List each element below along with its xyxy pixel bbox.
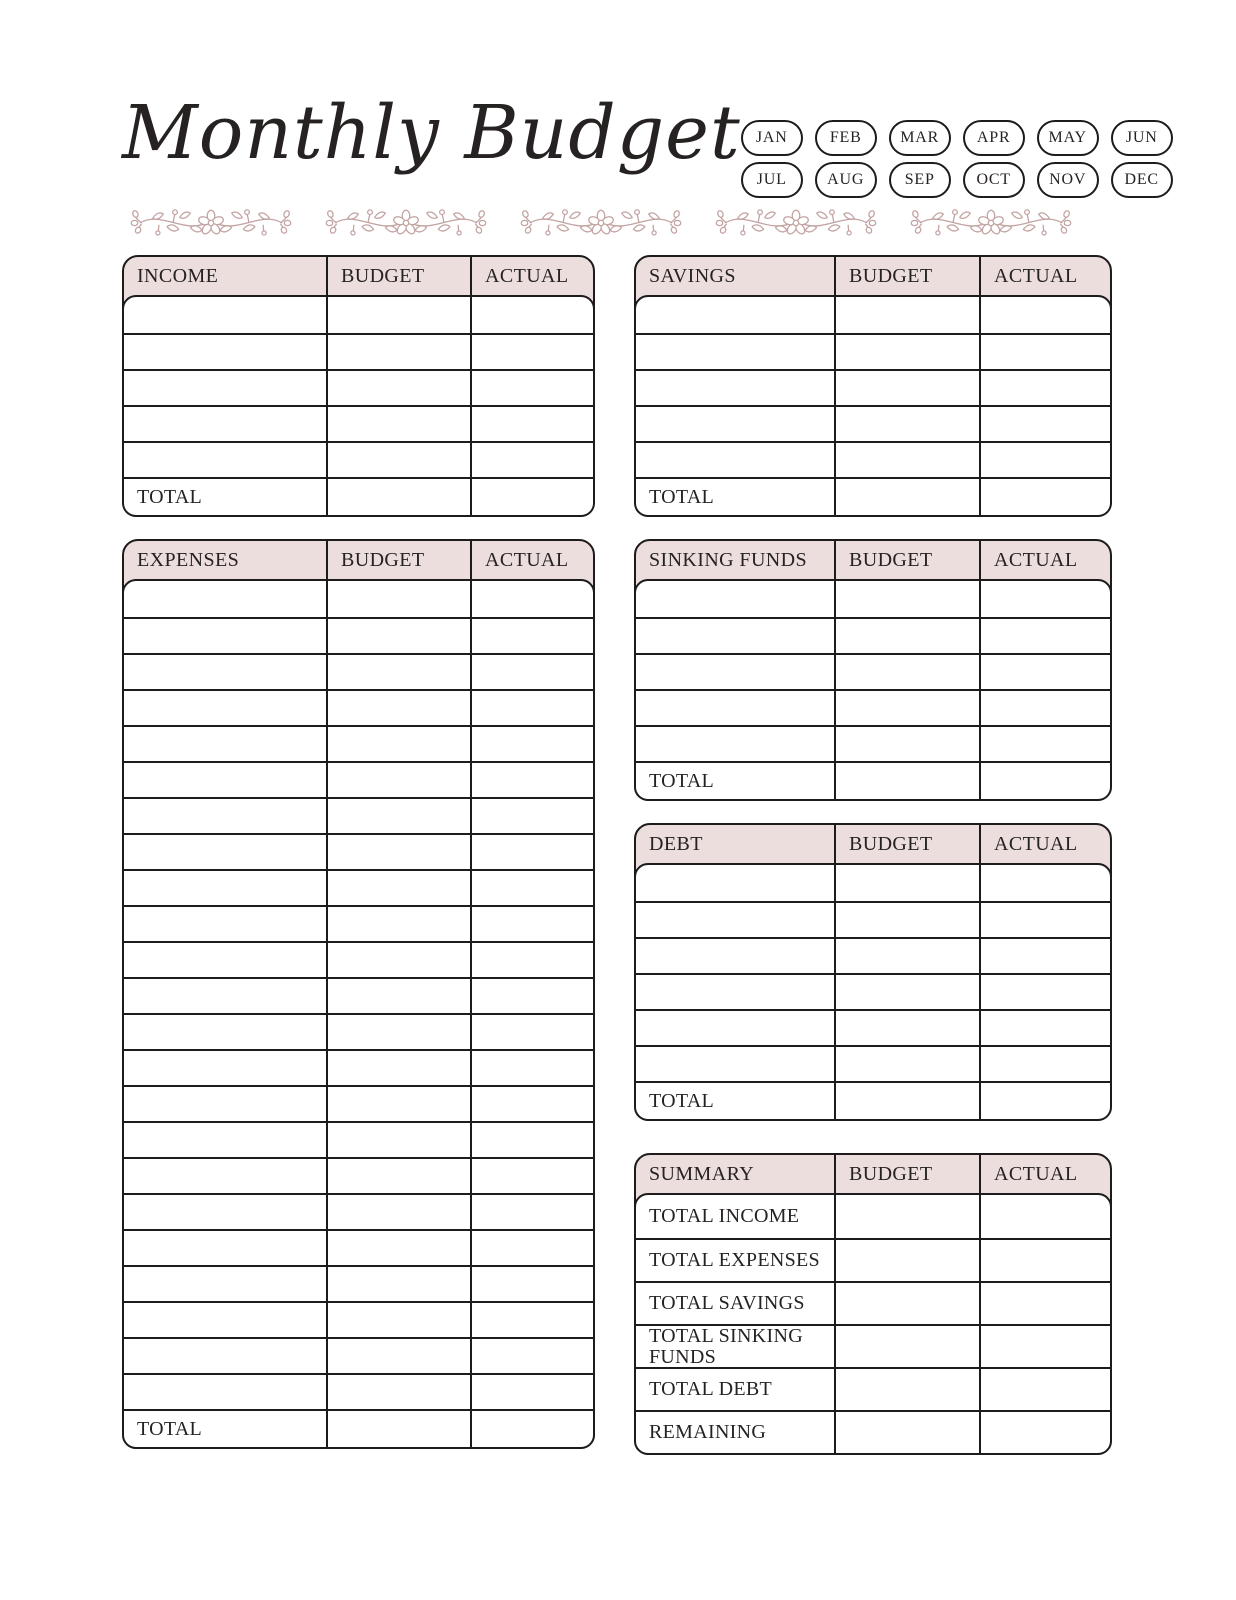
budget-cell[interactable] xyxy=(326,907,470,941)
table-row xyxy=(124,977,593,1013)
total-row xyxy=(636,477,1110,515)
actual-cell[interactable] xyxy=(470,1195,593,1229)
summary-row-label: TOTAL EXPENSES xyxy=(649,1249,820,1271)
actual-cell[interactable] xyxy=(979,619,1110,653)
budget-cell[interactable] xyxy=(326,1159,470,1193)
month-pill-oct[interactable]: OCT xyxy=(963,162,1025,198)
budget-cell[interactable] xyxy=(834,1047,979,1081)
budget-cell[interactable] xyxy=(326,871,470,905)
name-cell[interactable] xyxy=(124,943,326,977)
budget-cell[interactable] xyxy=(834,1240,979,1281)
name-cell[interactable] xyxy=(124,1231,326,1265)
actual-cell[interactable] xyxy=(470,763,593,797)
name-cell[interactable] xyxy=(124,1123,326,1157)
table-title-header: SUMMARY xyxy=(649,1162,755,1185)
budget-cell[interactable] xyxy=(326,581,470,617)
budget-cell[interactable] xyxy=(326,1375,470,1409)
name-cell[interactable] xyxy=(124,1375,326,1409)
table-row xyxy=(124,761,593,797)
table-row xyxy=(124,1193,593,1229)
actual-cell[interactable] xyxy=(470,581,593,617)
budget-cell[interactable] xyxy=(326,407,470,441)
total-label: TOTAL xyxy=(649,485,715,508)
total-row xyxy=(124,477,593,515)
actual-cell[interactable] xyxy=(979,443,1110,477)
actual-total-cell[interactable] xyxy=(979,1083,1110,1119)
table-row xyxy=(124,941,593,977)
left-column xyxy=(122,255,595,1455)
table-row xyxy=(636,441,1110,477)
name-cell[interactable] xyxy=(124,1303,326,1337)
name-cell[interactable] xyxy=(124,1195,326,1229)
table-row xyxy=(124,333,593,369)
month-pill-sep[interactable]: SEP xyxy=(889,162,951,198)
table-row xyxy=(124,405,593,441)
actual-cell[interactable] xyxy=(979,1369,1110,1410)
table-row xyxy=(124,1229,593,1265)
budget-cell[interactable] xyxy=(834,443,979,477)
summary-row-label: TOTAL DEBT xyxy=(649,1378,773,1400)
name-cell[interactable] xyxy=(124,1339,326,1373)
budget-total-cell[interactable] xyxy=(326,1411,470,1447)
table-row xyxy=(636,405,1110,441)
actual-cell[interactable] xyxy=(470,1267,593,1301)
budget-cell[interactable] xyxy=(326,1015,470,1049)
budget-cell[interactable] xyxy=(326,297,470,333)
actual-cell[interactable] xyxy=(979,1240,1110,1281)
table-header-row xyxy=(124,257,593,295)
table-body xyxy=(634,579,1112,801)
budget-cell[interactable] xyxy=(834,975,979,1009)
table-row xyxy=(636,1367,1110,1410)
table-title-header: SINKING FUNDS xyxy=(649,548,807,571)
table-row xyxy=(636,1238,1110,1281)
budget-cell[interactable] xyxy=(326,799,470,833)
total-label: TOTAL xyxy=(649,1089,715,1112)
floral-divider xyxy=(122,205,1080,241)
name-cell[interactable] xyxy=(636,1047,834,1081)
actual-cell[interactable] xyxy=(470,1087,593,1121)
table-body xyxy=(634,295,1112,517)
actual-cell[interactable] xyxy=(470,979,593,1013)
right-column xyxy=(634,255,1112,1455)
budget-cell[interactable] xyxy=(326,1303,470,1337)
table-row xyxy=(636,369,1110,405)
name-cell[interactable] xyxy=(124,335,326,369)
table-row xyxy=(124,441,593,477)
budget-cell[interactable] xyxy=(326,443,470,477)
actual-cell[interactable] xyxy=(979,727,1110,761)
budget-cell[interactable] xyxy=(326,835,470,869)
floral-vine-icon xyxy=(122,205,300,241)
table-row xyxy=(636,865,1110,901)
debt-table xyxy=(634,823,1112,1121)
table-row xyxy=(636,689,1110,725)
table-row xyxy=(124,1049,593,1085)
budget-cell[interactable] xyxy=(834,1412,979,1453)
budget-cell[interactable] xyxy=(834,1369,979,1410)
table-row xyxy=(124,1157,593,1193)
actual-total-cell[interactable] xyxy=(470,1411,593,1447)
name-cell[interactable] xyxy=(636,371,834,405)
table-row xyxy=(636,901,1110,937)
actual-cell[interactable] xyxy=(470,907,593,941)
total-row xyxy=(636,1081,1110,1119)
table-row xyxy=(636,1410,1110,1453)
actual-cell[interactable] xyxy=(470,1231,593,1265)
actual-cell[interactable] xyxy=(979,581,1110,617)
page-title: Monthly Budget xyxy=(122,90,741,176)
month-pill-dec[interactable]: DEC xyxy=(1111,162,1173,198)
name-cell[interactable] xyxy=(124,691,326,725)
name-cell[interactable] xyxy=(124,619,326,653)
table-row xyxy=(636,1195,1110,1238)
budget-cell[interactable] xyxy=(326,1339,470,1373)
actual-cell[interactable] xyxy=(470,1303,593,1337)
actual-cell[interactable] xyxy=(979,865,1110,901)
name-cell[interactable] xyxy=(124,655,326,689)
name-cell[interactable] xyxy=(636,655,834,689)
budget-cell[interactable] xyxy=(834,407,979,441)
budget-cell[interactable] xyxy=(834,727,979,761)
name-cell[interactable] xyxy=(124,871,326,905)
table-header-row xyxy=(636,541,1110,579)
actual-cell[interactable] xyxy=(979,939,1110,973)
page-header xyxy=(122,90,1159,203)
month-pill-apr[interactable]: APR xyxy=(963,120,1025,156)
summary-row-label: REMAINING xyxy=(649,1421,767,1443)
floral-vine-icon xyxy=(902,205,1080,241)
table-row xyxy=(124,617,593,653)
budget-cell[interactable] xyxy=(326,1267,470,1301)
name-cell[interactable] xyxy=(124,835,326,869)
budget-cell[interactable] xyxy=(834,581,979,617)
name-cell[interactable] xyxy=(636,975,834,1009)
budget-cell[interactable] xyxy=(326,1195,470,1229)
name-cell[interactable] xyxy=(124,1051,326,1085)
budget-cell[interactable] xyxy=(326,691,470,725)
actual-cell[interactable] xyxy=(470,1015,593,1049)
actual-cell[interactable] xyxy=(979,335,1110,369)
table-header-row xyxy=(124,541,593,579)
table-row xyxy=(124,1301,593,1337)
table-body xyxy=(122,295,595,517)
table-row xyxy=(636,1324,1110,1367)
name-cell[interactable] xyxy=(636,865,834,901)
actual-cell[interactable] xyxy=(470,871,593,905)
budget-cell[interactable] xyxy=(834,1283,979,1324)
actual-cell[interactable] xyxy=(470,835,593,869)
name-cell[interactable] xyxy=(636,619,834,653)
actual-cell[interactable] xyxy=(470,655,593,689)
actual-column-header: ACTUAL xyxy=(470,541,593,579)
name-cell[interactable] xyxy=(124,1015,326,1049)
actual-cell[interactable] xyxy=(470,1375,593,1409)
actual-cell[interactable] xyxy=(470,1339,593,1373)
actual-cell[interactable] xyxy=(979,1412,1110,1453)
month-pill-nov[interactable]: NOV xyxy=(1037,162,1099,198)
name-cell[interactable] xyxy=(636,407,834,441)
budget-column-header: BUDGET xyxy=(326,257,470,295)
table-row xyxy=(636,333,1110,369)
actual-cell[interactable] xyxy=(470,335,593,369)
table-row xyxy=(636,581,1110,617)
table-row xyxy=(124,689,593,725)
budget-cell[interactable] xyxy=(326,943,470,977)
table-row xyxy=(636,1281,1110,1324)
budget-cell[interactable] xyxy=(834,655,979,689)
actual-cell[interactable] xyxy=(979,407,1110,441)
table-row xyxy=(124,905,593,941)
month-pill-feb[interactable]: FEB xyxy=(815,120,877,156)
budget-column-header: BUDGET xyxy=(834,1155,979,1193)
floral-vine-icon xyxy=(317,205,495,241)
budget-cell[interactable] xyxy=(834,1011,979,1045)
expenses-table xyxy=(122,539,595,1449)
name-cell[interactable] xyxy=(636,727,834,761)
table-row xyxy=(124,1337,593,1373)
actual-total-cell[interactable] xyxy=(470,479,593,515)
budget-cell[interactable] xyxy=(834,903,979,937)
budget-cell[interactable] xyxy=(834,619,979,653)
budget-column-header: BUDGET xyxy=(834,541,979,579)
actual-cell[interactable] xyxy=(470,691,593,725)
table-header-row xyxy=(636,1155,1110,1193)
table-header-row xyxy=(636,825,1110,863)
actual-cell[interactable] xyxy=(470,371,593,405)
table-row xyxy=(636,1045,1110,1081)
name-cell[interactable] xyxy=(124,1087,326,1121)
budget-cell[interactable] xyxy=(326,727,470,761)
actual-cell[interactable] xyxy=(979,903,1110,937)
actual-cell[interactable] xyxy=(470,1051,593,1085)
budget-cell[interactable] xyxy=(834,691,979,725)
actual-cell[interactable] xyxy=(470,727,593,761)
total-row xyxy=(124,1409,593,1447)
table-title-header: INCOME xyxy=(137,264,219,287)
table-row xyxy=(124,653,593,689)
name-cell[interactable] xyxy=(124,907,326,941)
budget-cell[interactable] xyxy=(834,1195,979,1238)
table-title-header: EXPENSES xyxy=(137,548,240,571)
name-cell[interactable] xyxy=(636,903,834,937)
table-row xyxy=(636,297,1110,333)
name-cell[interactable] xyxy=(124,799,326,833)
budget-total-cell[interactable] xyxy=(326,479,470,515)
actual-column-header: ACTUAL xyxy=(979,825,1110,863)
budget-column-header: BUDGET xyxy=(834,825,979,863)
table-row xyxy=(124,869,593,905)
budget-cell[interactable] xyxy=(326,619,470,653)
month-grid xyxy=(741,120,1173,198)
total-label: TOTAL xyxy=(137,1417,203,1440)
summary-table xyxy=(634,1153,1112,1455)
actual-cell[interactable] xyxy=(979,691,1110,725)
table-row xyxy=(124,1013,593,1049)
income-table xyxy=(122,255,595,517)
name-cell[interactable] xyxy=(636,581,834,617)
total-row xyxy=(636,761,1110,799)
budget-cell[interactable] xyxy=(326,1231,470,1265)
month-pill-aug[interactable]: AUG xyxy=(815,162,877,198)
actual-cell[interactable] xyxy=(470,297,593,333)
actual-cell[interactable] xyxy=(470,799,593,833)
table-row xyxy=(124,1265,593,1301)
name-cell[interactable] xyxy=(636,939,834,973)
actual-cell[interactable] xyxy=(979,1283,1110,1324)
table-columns xyxy=(122,255,1112,1455)
budget-total-cell[interactable] xyxy=(834,763,979,799)
budget-cell[interactable] xyxy=(326,371,470,405)
budget-cell[interactable] xyxy=(834,297,979,333)
name-cell[interactable] xyxy=(124,1159,326,1193)
name-cell[interactable] xyxy=(124,443,326,477)
table-row xyxy=(124,1121,593,1157)
actual-cell[interactable] xyxy=(470,1123,593,1157)
budget-cell[interactable] xyxy=(326,1087,470,1121)
savings-table xyxy=(634,255,1112,517)
table-row xyxy=(636,725,1110,761)
actual-cell[interactable] xyxy=(470,619,593,653)
actual-cell[interactable] xyxy=(470,443,593,477)
name-cell[interactable] xyxy=(636,443,834,477)
actual-cell[interactable] xyxy=(979,1047,1110,1081)
table-row xyxy=(124,833,593,869)
budget-column-header: BUDGET xyxy=(326,541,470,579)
budget-cell[interactable] xyxy=(834,865,979,901)
budget-cell[interactable] xyxy=(326,979,470,1013)
table-row xyxy=(636,653,1110,689)
table-row xyxy=(124,581,593,617)
budget-cell[interactable] xyxy=(834,335,979,369)
floral-vine-icon xyxy=(512,205,690,241)
name-cell[interactable] xyxy=(124,371,326,405)
actual-cell[interactable] xyxy=(979,371,1110,405)
table-body xyxy=(634,863,1112,1121)
budget-cell[interactable] xyxy=(326,1123,470,1157)
table-title-header: DEBT xyxy=(649,832,703,855)
table-row xyxy=(124,725,593,761)
name-cell[interactable] xyxy=(124,581,326,617)
floral-vine-icon xyxy=(707,205,885,241)
table-row xyxy=(124,797,593,833)
name-cell[interactable] xyxy=(636,691,834,725)
table-row xyxy=(124,369,593,405)
actual-column-header: ACTUAL xyxy=(979,1155,1110,1193)
name-cell[interactable] xyxy=(636,335,834,369)
sinking-funds-table xyxy=(634,539,1112,801)
budget-total-cell[interactable] xyxy=(834,479,979,515)
actual-cell[interactable] xyxy=(979,975,1110,1009)
actual-column-header: ACTUAL xyxy=(979,257,1110,295)
budget-cell[interactable] xyxy=(326,763,470,797)
name-cell[interactable] xyxy=(636,1011,834,1045)
budget-total-cell[interactable] xyxy=(834,1083,979,1119)
actual-cell[interactable] xyxy=(470,1159,593,1193)
table-title-header: SAVINGS xyxy=(649,264,736,287)
month-pill-may[interactable]: MAY xyxy=(1037,120,1099,156)
budget-cell[interactable] xyxy=(326,655,470,689)
actual-cell[interactable] xyxy=(979,1326,1110,1368)
actual-cell[interactable] xyxy=(979,1011,1110,1045)
summary-row-label: TOTAL SAVINGS xyxy=(649,1292,805,1314)
name-cell[interactable] xyxy=(124,1267,326,1301)
table-row xyxy=(636,973,1110,1009)
table-row xyxy=(636,937,1110,973)
name-cell[interactable] xyxy=(124,979,326,1013)
table-row xyxy=(124,1373,593,1409)
name-cell[interactable] xyxy=(124,763,326,797)
name-cell[interactable] xyxy=(124,297,326,333)
table-row xyxy=(124,1085,593,1121)
budget-cell[interactable] xyxy=(326,1051,470,1085)
table-row xyxy=(636,617,1110,653)
total-label: TOTAL xyxy=(137,485,203,508)
table-row xyxy=(636,1009,1110,1045)
name-cell[interactable] xyxy=(124,727,326,761)
total-label: TOTAL xyxy=(649,769,715,792)
budget-column-header: BUDGET xyxy=(834,257,979,295)
month-pill-jan[interactable]: JAN xyxy=(741,120,803,156)
name-cell[interactable] xyxy=(636,297,834,333)
summary-row-label: TOTAL INCOME xyxy=(649,1205,800,1227)
table-body xyxy=(122,579,595,1449)
actual-column-header: ACTUAL xyxy=(470,257,593,295)
actual-column-header: ACTUAL xyxy=(979,541,1110,579)
table-row xyxy=(124,297,593,333)
actual-cell[interactable] xyxy=(470,943,593,977)
budget-cell[interactable] xyxy=(834,1326,979,1368)
table-header-row xyxy=(636,257,1110,295)
budget-cell[interactable] xyxy=(834,371,979,405)
actual-cell[interactable] xyxy=(470,407,593,441)
actual-cell[interactable] xyxy=(979,655,1110,689)
summary-row-label: TOTAL SINKING FUNDS xyxy=(649,1325,803,1368)
table-body xyxy=(634,1193,1112,1455)
actual-cell[interactable] xyxy=(979,297,1110,333)
name-cell[interactable] xyxy=(124,407,326,441)
actual-cell[interactable] xyxy=(979,1195,1110,1238)
actual-total-cell[interactable] xyxy=(979,479,1110,515)
actual-total-cell[interactable] xyxy=(979,763,1110,799)
month-pill-mar[interactable]: MAR xyxy=(889,120,951,156)
month-pill-jun[interactable]: JUN xyxy=(1111,120,1173,156)
month-pill-jul[interactable]: JUL xyxy=(741,162,803,198)
budget-cell[interactable] xyxy=(326,335,470,369)
budget-cell[interactable] xyxy=(834,939,979,973)
